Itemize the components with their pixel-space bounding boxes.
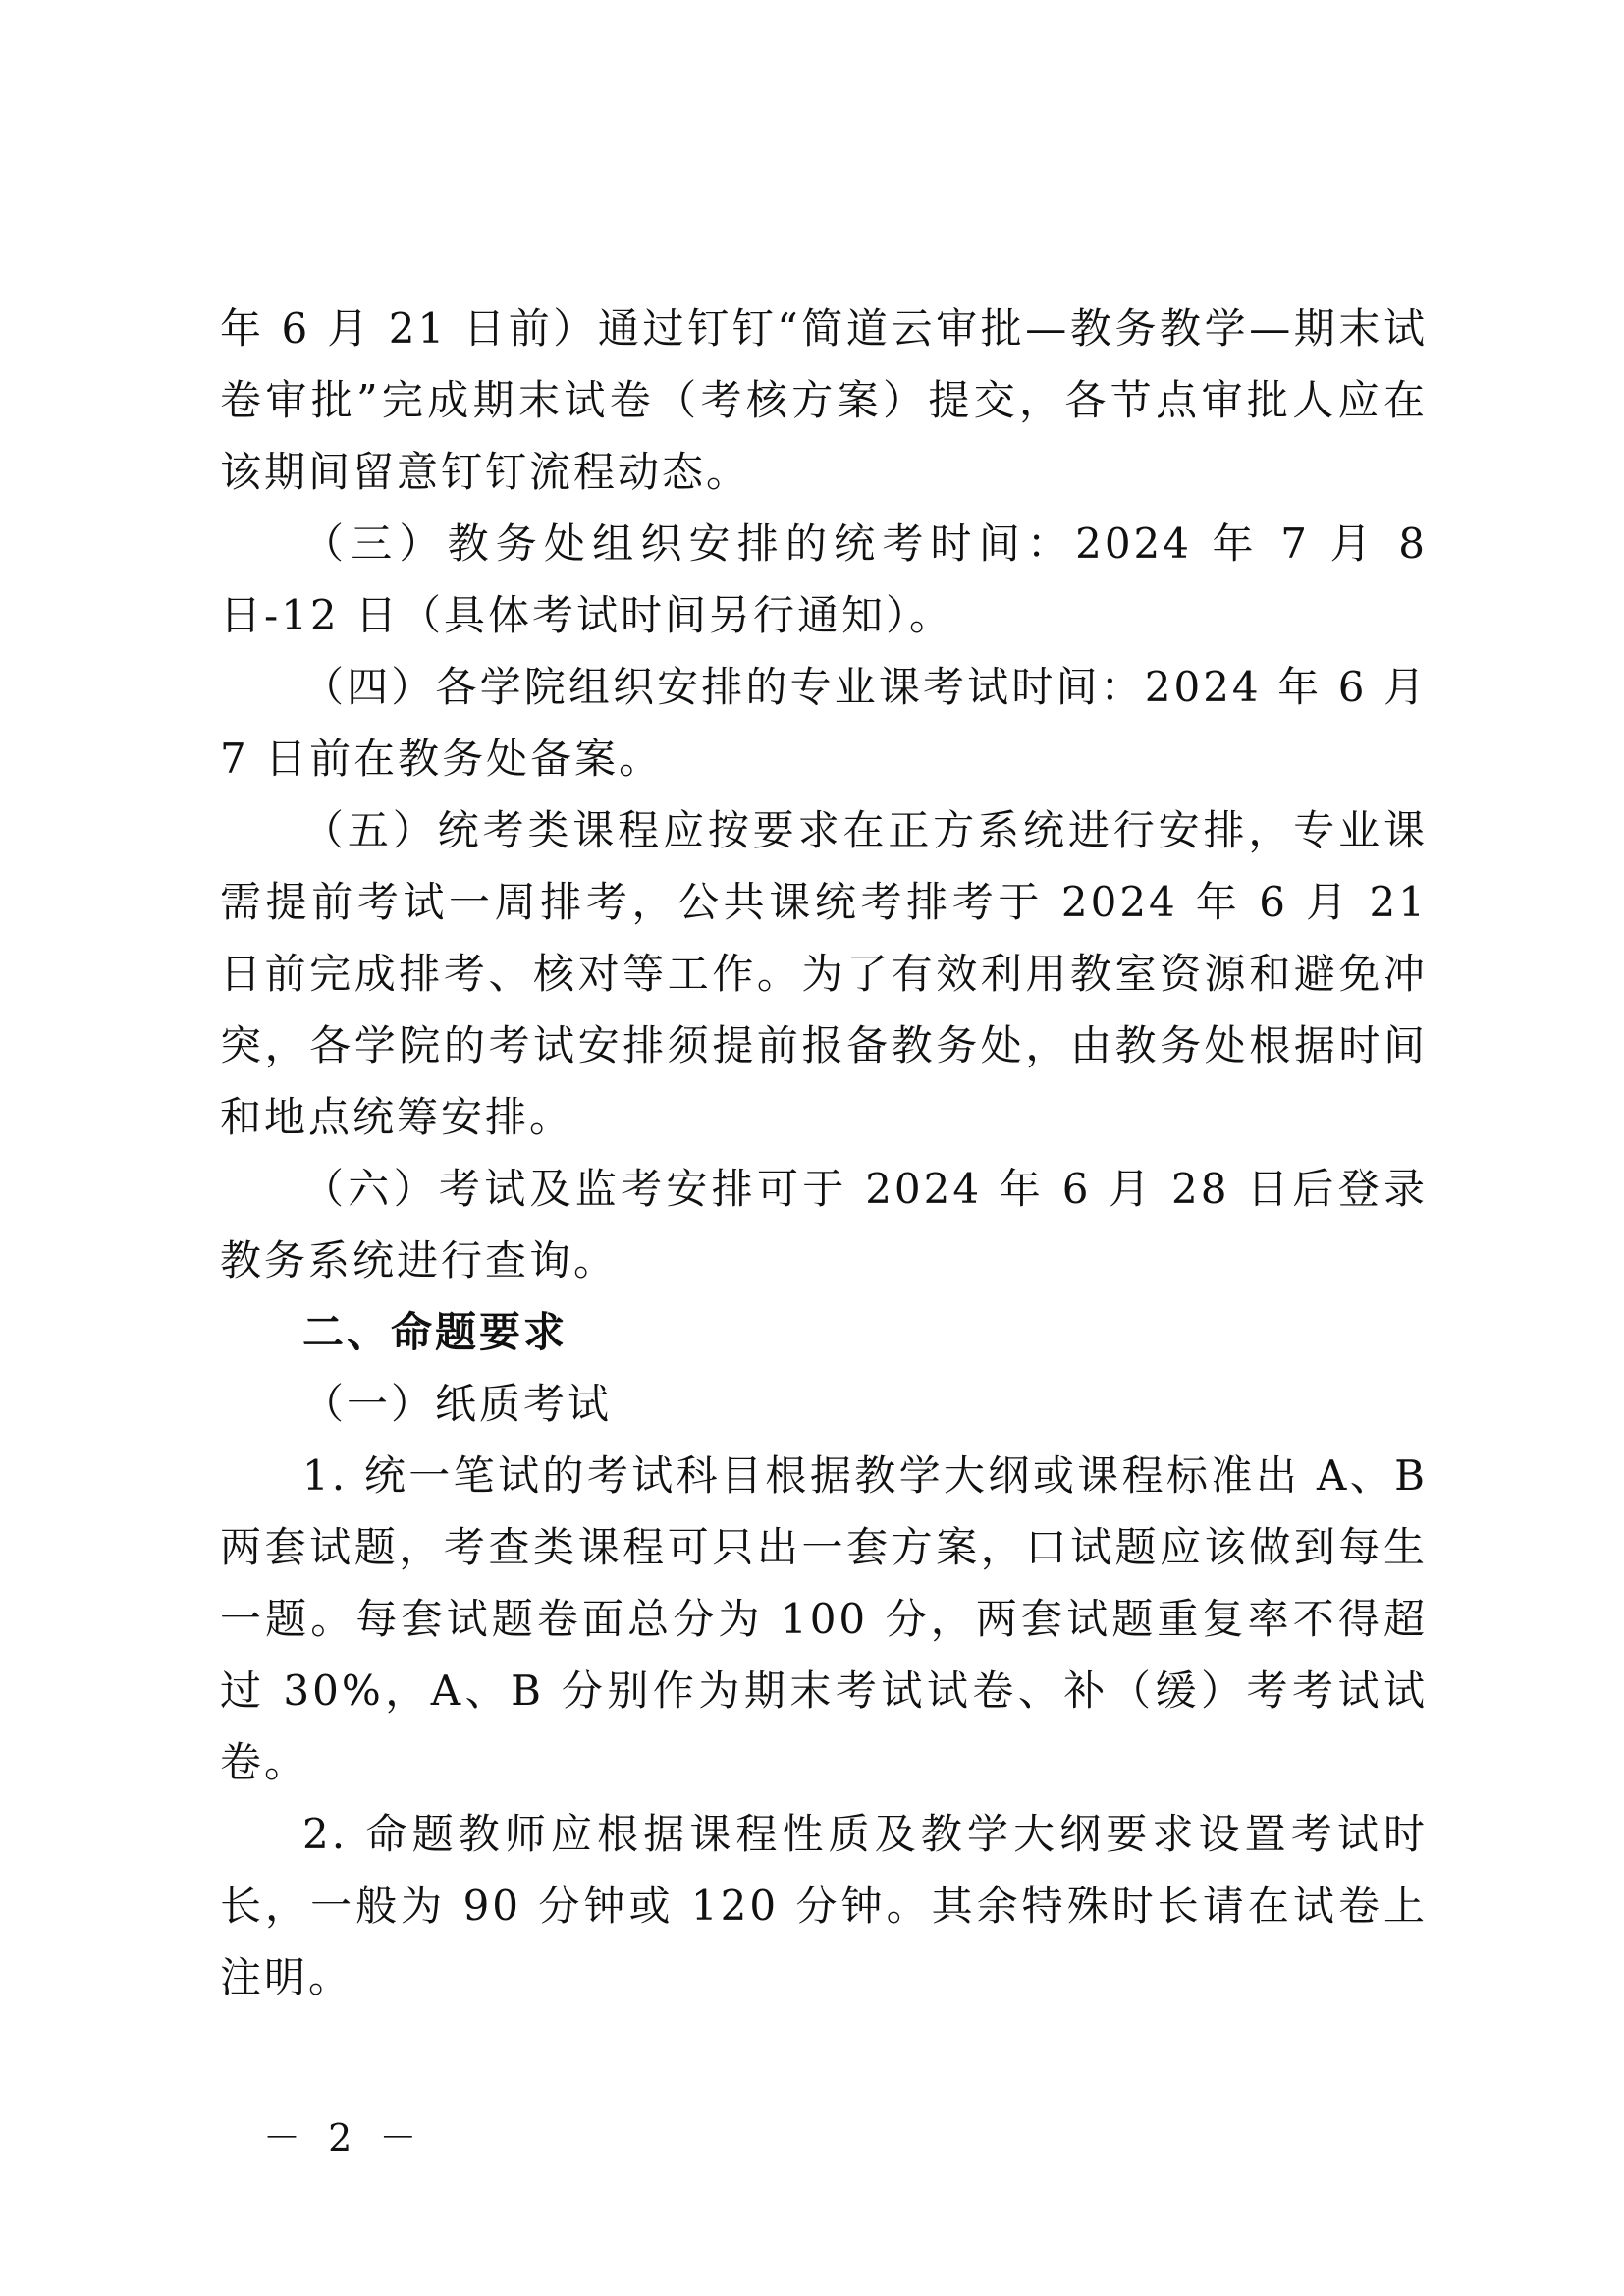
paragraph-item-2: 2. 命题教师应根据课程性质及教学大纲要求设置考试时长，一般为 90 分钟或 120 分钟。其余特殊时长请在试卷上注明。: [220, 1810, 1428, 2001]
subsection-paper-exam: （一）纸质考试: [302, 1380, 613, 1428]
paragraph-continuation: 年 6 月 21 日前）通过钉钉“简道云审批—教务教学—期末试卷审批”完成期末试卷（考核方案）提交，各节点审批人应在该期间留意钉钉流程动态。: [220, 304, 1428, 496]
paragraph-query: （六）考试及监考安排可于 2024 年 6 月 28 日后登录教务系统进行查询。: [220, 1165, 1428, 1285]
paragraph-item-1: 1. 统一笔试的考试科目根据教学大纲或课程标准出 A、B 两套试题，考查类课程可只出一套方案，口试题应该做到每生一题。每套试题卷面总分为 100 分，两套试题重复率不得超过 30%，A、B 分别作为期末考试试卷、补（缓）考考试试卷。: [220, 1451, 1428, 1786]
section-heading: 二、命题要求: [302, 1308, 568, 1356]
paragraph-scheduling: （五）统考类课程应按要求在正方系统进行安排，专业课需提前考试一周排考，公共课统考排考于 2024 年 6 月 21 日前完成排考、核对等工作。为了有效利用教室资源和避免冲突，各学院的考试安排须提前报备教务处，由教务处根据时间和地点统筹安排。: [220, 806, 1428, 1141]
paragraph-exam-time: （三）教务处组织安排的统考时间：2024 年 7 月 8 日-12 日（具体考试时间另行通知）。: [220, 519, 1428, 639]
document-body: [220, 293, 1428, 2013]
page-number: － 2 －: [263, 2116, 425, 2159]
paragraph-major-course-time: （四）各学院组织安排的专业课考试时间：2024 年 6 月 7 日前在教务处备案。: [220, 663, 1428, 783]
